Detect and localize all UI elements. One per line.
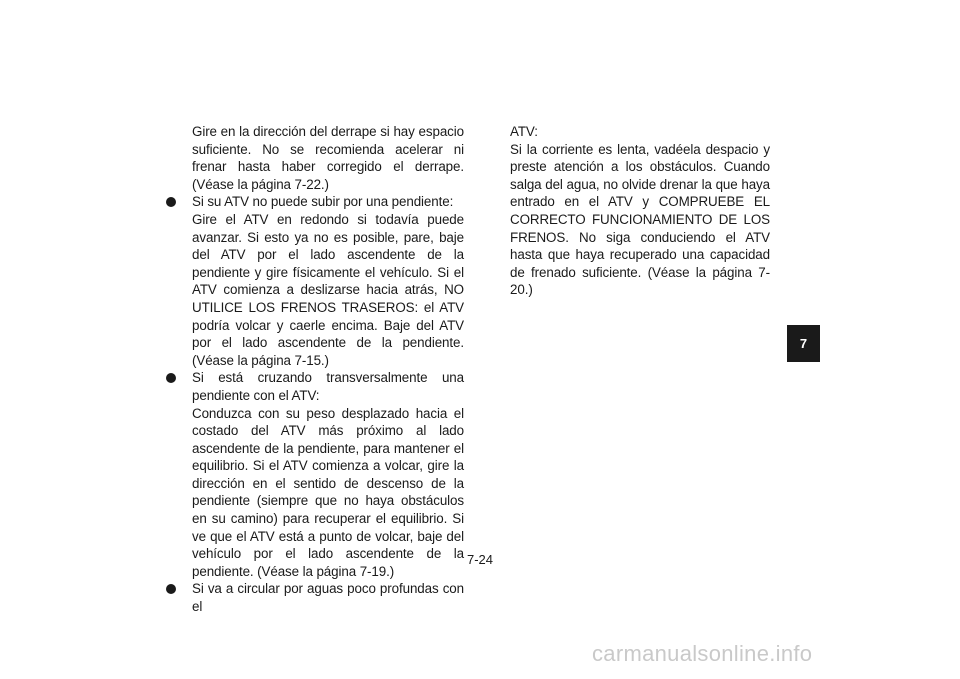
list-item	[166, 193, 464, 369]
chapter-tab: 7	[787, 325, 820, 362]
list-item	[166, 580, 464, 615]
bullet-body: Gire el ATV en redondo si todavía puede avanzar. Si esto ya no es posible, pare, baje del ATV por el lado ascendente de la pendiente y gire físicamente el vehículo. Si el ATV comienza a deslizarse hacia atrás, NO UTILICE LOS FRENOS TRASEROS: el ATV podría volcar y caerle encima. Baje del ATV por el lado ascendente de la pendiente. (Véase la página 7-15.)	[192, 211, 464, 368]
bullet-body: Conduzca con su peso desplazado hacia el costado del ATV más próximo al lado ascendente de la pendiente, para mantener el equilibrio. Si el ATV comienza a volcar, gire la dirección en el sentido de descenso de la pendiente (siempre que no haya obstáculos en su camino) para recuperar el equilibrio. Si ve que el ATV está a punto de volcar, baje del vehículo por el lado ascendente de la pendiente. (Véase la página 7-19.)	[192, 405, 464, 579]
water-crossing-paragraph: Si la corriente es lenta, vadéela despacio y preste atención a los obstáculos. Cuando salga del agua, no olvide drenar la que haya entrado en el ATV y COMPRUEBE EL CORRECTO FUNCIONAMIENTO DE LOS FRENOS. No siga conduciendo el ATV hasta que haya recuperado una capacidad de frenado suficiente. (Véase la página 7-20.)	[510, 141, 770, 298]
bullet-heading: Si está cruzando transversalmente una pendiente con el ATV:	[192, 370, 464, 403]
watermark: carmanualsonline.info	[592, 641, 813, 666]
bullet-icon	[166, 197, 176, 207]
continuation-line: ATV:	[510, 124, 538, 139]
page-number: 7-24	[466, 552, 494, 567]
bullet-icon	[166, 584, 176, 594]
bullet-heading: Si va a circular por aguas poco profundas con el	[192, 581, 464, 615]
intro-paragraph: Gire en la dirección del derrape si hay espacio suficiente. No se recomienda acelerar ni frenar hasta haber corregido el derrape. (Véase la página 7-22.)	[192, 124, 464, 192]
bullet-heading: Si su ATV no puede subir por una pendiente:	[192, 194, 454, 210]
list-item	[166, 369, 464, 580]
left-column	[166, 123, 464, 616]
right-column	[510, 123, 770, 299]
bullet-icon	[166, 373, 176, 383]
